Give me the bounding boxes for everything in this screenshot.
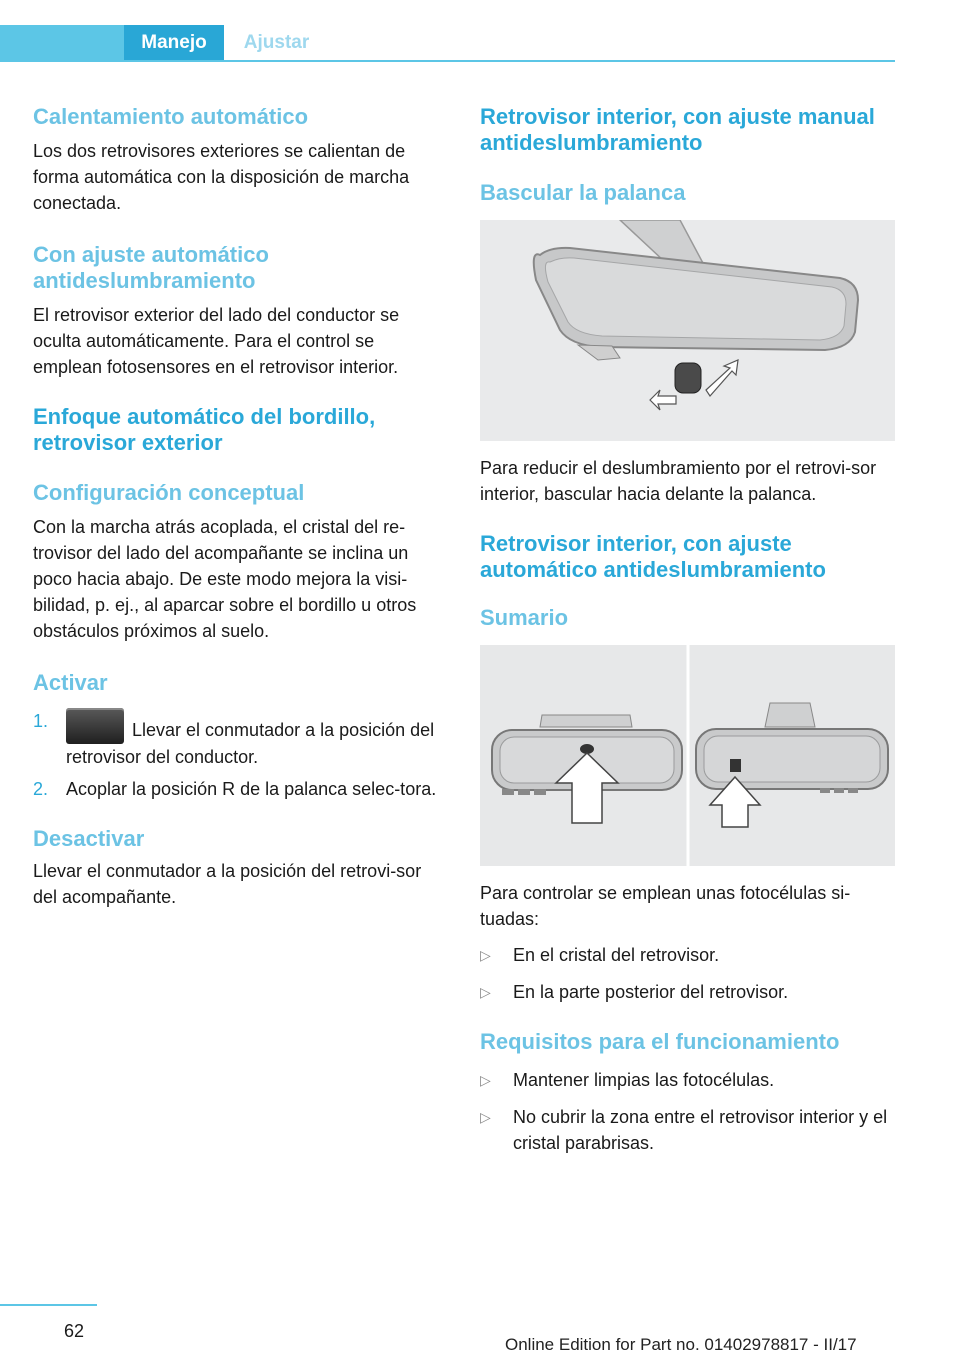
header-divider <box>0 60 895 62</box>
bullet-text: En el cristal del retrovisor. <box>513 945 720 965</box>
heading-sumario: Sumario <box>480 605 569 630</box>
heading-bascular: Bascular la palanca <box>480 180 686 205</box>
photocell-figure <box>480 645 895 866</box>
list-item <box>33 776 448 802</box>
footer-divider <box>0 1304 97 1306</box>
heading-retrovisor-automatico: Retrovisor interior, con ajuste automático antideslumbramiento <box>480 531 826 582</box>
step-number: 1. <box>33 711 49 731</box>
text-bascular: Para reducir el deslumbramiento por el retrovi‐sor interior, bascular hacia delante la palanca. <box>480 458 877 504</box>
heading-activar: Activar <box>33 670 108 695</box>
mirror-switch-icon <box>66 708 124 744</box>
text-configuracion: Con la marcha atrás acoplada, el cristal del re‐trovisor del lado del acompañante se inclina un poco hacia abajo. De este modo mejora la visi‐bilidad, p. ej., al aparcar sobre el bordillo u otros obstáculos próximos al suelo. <box>33 517 417 641</box>
bullet-text: Mantener limpias las fotocélulas. <box>513 1070 775 1090</box>
text-sumario: Para controlar se emplean unas fotocélulas si‐tuadas: <box>480 883 851 929</box>
text-ajuste-automatico: El retrovisor exterior del lado del conductor se oculta automáticamente. Para el control se emplean fotosensores en el retrovisor interior. <box>33 305 400 377</box>
list-item <box>33 708 448 770</box>
page-header <box>0 0 960 62</box>
tab-ajustar[interactable]: Ajustar <box>243 32 310 53</box>
list-item <box>480 942 895 968</box>
requisitos-list <box>480 1067 895 1156</box>
page-number: 62 <box>63 1321 84 1341</box>
step-number: 2. <box>33 779 49 799</box>
right-column <box>480 100 895 1167</box>
left-column <box>33 100 448 910</box>
heading-retrovisor-manual: Retrovisor interior, con ajuste manual antideslumbramiento <box>480 104 875 155</box>
list-item <box>480 979 895 1005</box>
sumario-list <box>480 942 895 1005</box>
bullet-triangle-icon: ▷ <box>480 1109 491 1125</box>
heading-calentamiento: Calentamiento automático <box>33 104 309 129</box>
step-text: Llevar el conmutador a la posición del retrovisor del conductor. <box>66 720 435 767</box>
heading-configuracion: Configuración conceptual <box>33 480 305 505</box>
edition-footer: Online Edition for Part no. 01402978817 - II/17 <box>505 1335 857 1354</box>
bullet-triangle-icon: ▷ <box>480 947 491 963</box>
heading-requisitos: Requisitos para el funcionamiento <box>480 1029 840 1054</box>
activar-steps <box>33 708 448 802</box>
tab-manejo[interactable]: Manejo <box>124 25 224 61</box>
list-item <box>480 1104 895 1156</box>
mirror-lever-figure <box>480 220 895 441</box>
mirror-lever-illustration <box>480 220 895 441</box>
heading-ajuste-automatico: Con ajuste automático antideslumbramiento <box>33 242 269 293</box>
text-desactivar: Llevar el conmutador a la posición del retrovi‐sor del acompañante. <box>33 861 422 907</box>
list-item <box>480 1067 895 1093</box>
heading-enfoque-bordillo: Enfoque automático del bordillo, retrovisor exterior <box>33 404 376 455</box>
text-calentamiento: Los dos retrovisores exteriores se calientan de forma automática con la disposición de marcha conectada. <box>33 141 410 213</box>
bullet-text: No cubrir la zona entre el retrovisor interior y el cristal parabrisas. <box>513 1107 888 1153</box>
step-text: Acoplar la posición R de la palanca selec‐tora. <box>66 779 437 799</box>
header-tab-lead <box>0 25 124 61</box>
bullet-text: En la parte posterior del retrovisor. <box>513 982 789 1002</box>
heading-desactivar: Desactivar <box>33 826 145 851</box>
photocell-illustration <box>480 645 895 866</box>
bullet-triangle-icon: ▷ <box>480 1072 491 1088</box>
bullet-triangle-icon: ▷ <box>480 984 491 1000</box>
